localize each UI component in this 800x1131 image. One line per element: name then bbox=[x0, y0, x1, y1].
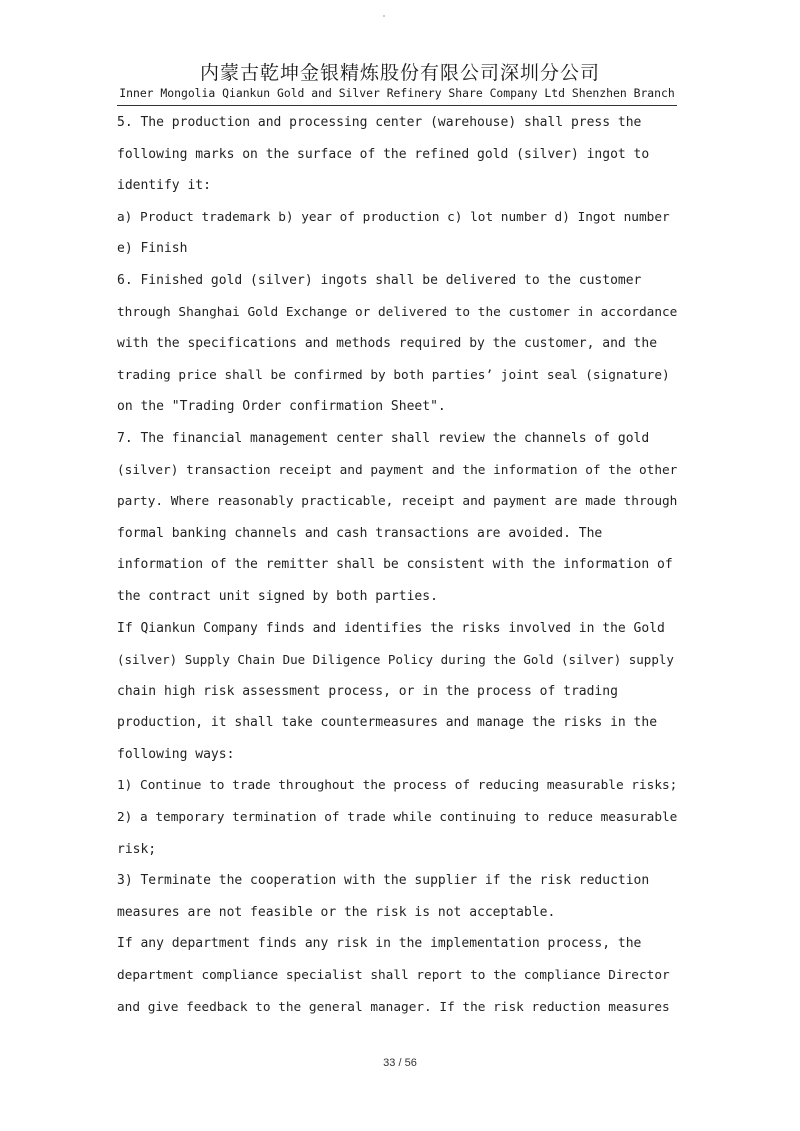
body-line: (silver) Supply Chain Due Diligence Policy during the Gold (silver) supply bbox=[117, 652, 674, 668]
header-company-name-chinese: 内蒙古乾坤金银精炼股份有限公司深圳分公司 bbox=[199, 62, 600, 84]
body-line: risk; bbox=[117, 841, 157, 857]
body-line: If Qiankun Company finds and identifies the risks involved in the Gold bbox=[117, 620, 665, 636]
body-line: formal banking channels and cash transactions are avoided. The bbox=[117, 525, 603, 541]
body-line: measures are not feasible or the risk is not acceptable. bbox=[117, 904, 556, 920]
body-line: identify it: bbox=[117, 178, 211, 194]
document-body bbox=[117, 107, 677, 1023]
header-divider bbox=[117, 105, 677, 106]
body-line: on the "Trading Order confirmation Sheet". bbox=[117, 399, 446, 415]
body-line: e) Finish bbox=[117, 241, 188, 257]
body-line: 3) Terminate the cooperation with the supplier if the risk reduction bbox=[117, 873, 650, 889]
body-line: information of the remitter shall be consistent with the information of bbox=[117, 557, 673, 573]
body-line: through Shanghai Gold Exchange or delivered to the customer in accordance bbox=[117, 304, 678, 320]
body-line: 6. Finished gold (silver) ingots shall be delivered to the customer bbox=[117, 272, 642, 288]
body-line: 1) Continue to trade throughout the process of reducing measurable risks; bbox=[117, 778, 678, 794]
page-number: 33 / 56 bbox=[383, 1057, 417, 1069]
body-line: following ways: bbox=[117, 746, 235, 762]
body-line: department compliance specialist shall report to the compliance Director bbox=[117, 968, 670, 984]
body-line: 5. The production and processing center (warehouse) shall press the bbox=[117, 115, 642, 130]
body-line: 2) a temporary termination of trade while continuing to reduce measurable bbox=[117, 810, 678, 826]
body-line: the contract unit signed by both parties. bbox=[117, 588, 438, 604]
scan-speck bbox=[383, 15, 385, 17]
body-line: trading price shall be confirmed by both parties’ joint seal (signature) bbox=[117, 367, 670, 383]
body-line: 7. The financial management center shall review the channels of gold bbox=[117, 430, 650, 446]
body-line: a) Product trademark b) year of production c) lot number d) Ingot number bbox=[117, 209, 670, 225]
body-line: (silver) transaction receipt and payment and the information of the other bbox=[117, 462, 678, 478]
body-line: production, it shall take countermeasures and manage the risks in the bbox=[117, 715, 658, 731]
body-line: following marks on the surface of the refined gold (silver) ingot to bbox=[117, 146, 650, 162]
header-company-name-english: Inner Mongolia Qiankun Gold and Silver Refinery Share Company Ltd Shenzhen Branch bbox=[119, 86, 675, 100]
body-line: and give feedback to the general manager. If the risk reduction measures bbox=[117, 999, 670, 1015]
body-line: with the specifications and methods required by the customer, and the bbox=[117, 336, 658, 352]
body-line: chain high risk assessment process, or in the process of trading bbox=[117, 683, 618, 699]
body-line: party. Where reasonably practicable, receipt and payment are made through bbox=[117, 494, 678, 510]
body-line: If any department finds any risk in the implementation process, the bbox=[117, 936, 642, 952]
